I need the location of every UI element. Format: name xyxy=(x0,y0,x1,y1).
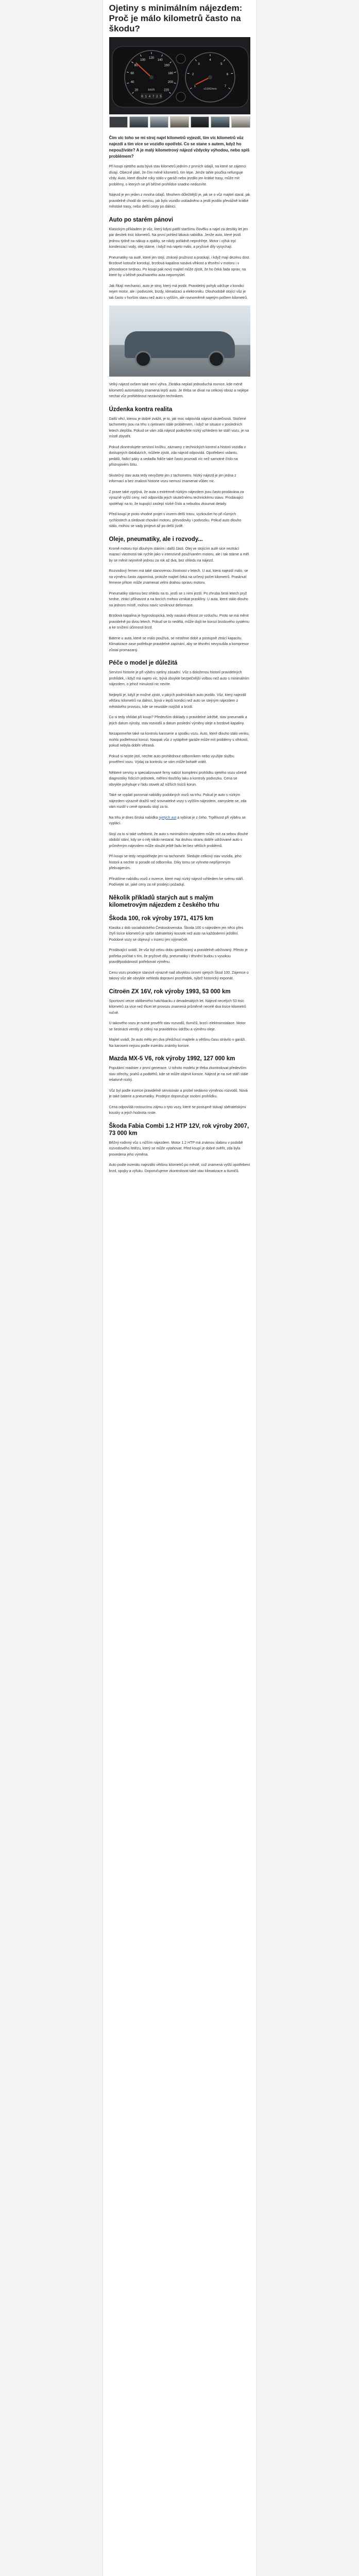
gallery-thumbnail[interactable] xyxy=(211,116,230,128)
paragraph: Klasickým příkladem je vůz, který kdysi patřil staršímu člověku a najel za desítky let jen pár desítek tisíc kilometrů. Na první pohled lákavá nabídka. Jenže auto, které jezdí jednou týdně na nákup a zpátky, se nikdy pořádně neprohřeje. Motor i výfuk trpí kondenzací vody, olej stárne, i když má najeto málo, a pryžové díly vysychají. xyxy=(109,227,248,249)
article-page xyxy=(102,0,257,2576)
paragraph: Některé servisy a specializované firmy nabízí kompletní prohlídku ojetého vozu včetně diagnostiky řídicích jednotek, měření tloušťky laku a kontroly podvozku. Cena se obvykle pohybuje v řádu stovek až nižších tisíců korun. xyxy=(109,771,247,787)
article-lead: Čím víc toho se mi stroj najel kilometrů vyjezdí, tím víc kilometrů vůz najezdí a tím více se vozidlo opotřebí. Co se stane s autem, když ho nepoužíváte? A je malý kilometrový nájezd vždycky výhodou, nebo spíš problémem? xyxy=(109,135,250,159)
paragraph: Z praxe také vyplývá, že auta s extrémně nízkým nájezdem jsou často prodávána za výrazně vyšší ceny, než odpovídá jejich skutečnému technickému stavu. Prodávající spoléhají na to, že kupující zaslepí nízké číslo a nebudou zkoumat detaily. xyxy=(109,490,244,506)
paragraph: Přinášíme nabídku vozů z inzerce, které mají nízký nájezd vzhledem ke svému stáří. Podívejte se, jaké ceny za ně prodejci požadují. xyxy=(109,877,244,887)
paragraph-text: a vybírat je z čeho. Trpělivost při výběru se vyplácí. xyxy=(109,816,246,825)
car-wheel xyxy=(135,351,151,367)
paragraph: Pokud si nejste jistí, nechte auto prohlédnout odborníkem nebo využijte službu prověření vozu. Výdaj za kontrolu se vám může bohatě vrátit. xyxy=(109,754,234,764)
rpm-tick-label: 7 xyxy=(224,85,226,88)
rpm-tick-label: 1 xyxy=(194,85,196,88)
paragraph: Prodávající uvádí, že vůz byl celou dobu garážovaný a pravidelně udržovaný. Přesto je potřeba počítat s tím, že pryžové díly, pneumatiky i těsnění budou s vysokou pravděpodobností potřebovat výměnu. xyxy=(109,948,248,964)
paragraph: Pokud zkontrolujete servisní knížku, záznamy z technických kontrol a historii vozidla v dostupných databázích, můžete zjistit, zda nájezd odpovídá. Opotřebení volantu, pedálů, řadicí páky a sedadla řidiče také často prozradí víc než samotné číslo na přístrojovém štítu. xyxy=(109,445,246,467)
paragraph: Co si tedy ohlídat při koupi? Především doklady o pravidelné údržbě, stav pneumatik a jejich datum výroby, stav rozvodů a datum poslední výměny oleje a brzdové kapaliny. xyxy=(109,716,247,725)
paragraph: Brzdová kapalina je hygroskopická, tedy nasává vlhkost ze vzduchu. Proto se má měnit pravidelně po dvou letech. Pokud se to nedělá, může dojít ke korozi brzdového systému a ke snížení účinnosti brzd. xyxy=(109,614,249,630)
speed-tick-label: 20 xyxy=(134,89,138,92)
section-heading: Auto po starém pánovi xyxy=(109,216,174,223)
gallery-thumbnail[interactable] xyxy=(109,116,128,128)
speed-tick-label: 100 xyxy=(140,58,145,62)
paragraph: Jak říkají mechanici, auto je stroj, který má jezdit. Pravidelný pohyb udržuje v kondici nejen motor, ale i podvozek, brzdy, klimatizaci a elektroniku. Dlouhodobě stojící vůz je tak často v horším stavu než auto s vyšším, ale rovnoměrně najetým počtem kilometrů. xyxy=(109,284,248,300)
paragraph: Při koupi ojetého auta bývá stav kilometrů jedním z prvních údajů, na které se zájemci dívají. Obecně platí, že čím méně kilometrů, tím lépe. Jenže tahle poučka nefunguje vždy. Auto, které dlouhé roky stálo v garáži nebo jezdilo jen krátké trasy, může mít problémy, o kterých se při běžné prohlídce snadno nedozvíte. xyxy=(109,165,246,187)
paragraph: Stojí za to si také uvědomit, že auto s minimálním nájezdem může mít za sebou dlouhé období stání, kdy se o něj nikdo nestaral. Na druhou stranu dobře udržované auto s průměrným nájezdem může sloužit ještě řadu let bez větších problémů. xyxy=(109,832,248,848)
gallery-thumbnail[interactable] xyxy=(150,116,169,128)
paragraph: Auto podle inzerátu najezdilo většinu kilometrů po městě, což znamená vyšší opotřebení brzd, spojky a výfuku. Doporučujeme zkontrolovat také stav klimatizace a tlumičů. xyxy=(109,1163,250,1173)
paragraph: Pneumatiky na autě, které jen stojí, ztrácejí pružnost a praskají, i když mají dezénu dost. Brzdové kotouče korodují, brzdová kapalina nasává vlhkost a těsnění v motoru i v převodovce tvrdnou. Po koupi pak nový majitel může zjistit, že ho čeká řada oprav, na které by u běžně používaného auta nepomyslel. xyxy=(109,256,250,277)
paragraph: Kromě motoru trpí dlouhým stáním i další části. Olej ve stojícím autě sice neztrácí mazací vlastnosti tak rychle jako v intenzivně používaném motoru, ale i tak stárne a měl by se měnit nejméně jednou za rok až dva, bez ohledu na nájezd. xyxy=(109,547,249,563)
rpm-tick-label: 6 xyxy=(226,73,228,77)
paragraph: Nejlepší je, když je možné zjistit, v jakých podmínkách auto jezdilo. Vůz, který najezdil většinu kilometrů na dálnici, bývá v lepší kondici než auto se stejným nájezdem z městského provozu, kde se neustále rozjíždí a brzdí. xyxy=(109,693,246,709)
instrument-cluster-illustration xyxy=(109,37,250,114)
paragraph: Rozvodový řemen má také stanovenou životnost v letech. U aut, která najezdí málo, se na výměnu často zapomíná, protože majitel čeká na určený počet kilometrů. Prasknutí řemene přitom může znamenat velmi drahou opravu motoru. xyxy=(109,569,248,585)
rpm-tick-label: 3 xyxy=(197,63,200,66)
paragraph: U takového vozu je nutné prověřit stav rozvodů, tlumičů, brzd i elektroinstalace. Motor se šestnácti ventily je citlivý na pravidelnou údržbu a výměnu oleje. xyxy=(109,1022,246,1031)
temperature-gauge xyxy=(176,92,185,101)
section-heading: Oleje, pneumatiky, ale i rozvody... xyxy=(109,536,203,543)
article-body xyxy=(109,164,250,1174)
paragraph: Nájezd je jen jeden z mnoha údajů. Mnohem důležitější je, jak se o vůz majitel staral, jak pravidelně chodil do servisu, jak bylo vozidlo uskladněno a jestli jezdilo převážně krátké městské trasy, nebo delší cesty po dálnici. xyxy=(109,193,250,209)
speed-tick-label: 200 xyxy=(167,81,173,84)
rpm-tick-label: 5 xyxy=(220,63,223,66)
gallery-thumbnail[interactable] xyxy=(191,116,210,128)
paragraph: Baterie u auta, které se málo používá, se nestihne dobít a postupně ztrácí kapacitu. Klimatizace zase potřebuje pravidelné zapínání, aby se těsnění nevysušila a kompresor zůstal promazaný. xyxy=(109,636,249,652)
speed-tick-label: 120 xyxy=(148,57,154,60)
gallery-thumbnail[interactable] xyxy=(129,116,148,128)
paragraph: Cena odpovídá rostoucímu zájmu o tyto vozy, které se postupně stávají sběratelskými kousky a jejich hodnota roste. xyxy=(109,1105,246,1115)
inline-link[interactable]: ojetých aut xyxy=(159,816,177,820)
rpm-tick-mark xyxy=(231,73,233,74)
odometer-readout: 0 1 4 7 2 5 xyxy=(141,95,162,98)
speed-tick-label: 160 xyxy=(164,64,169,67)
rpm-tick-label: 4 xyxy=(209,59,211,62)
gallery-thumbnail[interactable] xyxy=(170,116,189,128)
rpm-tick-mark xyxy=(187,73,189,74)
gallery-thumbnail[interactable] xyxy=(231,116,250,128)
paragraph: Při koupi se tedy nespoléhejte jen na tachometr. Sledujte celkový stav vozidla, jeho historii a nechte si poradit od odborníka. Díky tomu se vyhnete nepříjemným překvapením. xyxy=(109,855,242,870)
rpm-tick-label: 2 xyxy=(192,73,194,77)
paragraph-with-link xyxy=(109,815,250,827)
paragraph: Před koupí je proto vhodné projet s vozem delší trasu, vyzkoušet ho při různých rychlostech a sledovat chování motoru, převodovky i podvozku. Pokud auto dlouho stálo, mohou se vady projevit až po delší jízdě. xyxy=(109,513,242,528)
section-heading: Úzdenka kontra realita xyxy=(109,406,173,413)
car-heading: Škoda Fabia Combi 1.2 HTP 12V, rok výroby 2007, 73 000 km xyxy=(109,1123,249,1137)
section-heading: Několik příkladů starých aut s malým kilometrovým nájezdem z českého trhu xyxy=(109,894,219,908)
section-heading: Péče o model je důležitá xyxy=(109,660,178,666)
car-wheel xyxy=(208,351,225,367)
speed-tick-label: 220 xyxy=(163,89,169,92)
car-heading: Citroën ZX 16V, rok výroby 1993, 53 000 km xyxy=(109,988,231,995)
paragraph: Populární roadster z první generace. U tohoto modelu je třeba zkontrolovat především stav střechy, prahů a podběhů, kde se může objevit koroze. Nájezd je na své stáří stále relativně nízký. xyxy=(109,1066,248,1082)
tachometer-unit: x1000/min xyxy=(203,88,217,91)
paragraph: Velký nájezd ovšem také není výhra. Zkrátka neplatí jednoduchá rovnice, kde méně kilometrů automaticky znamená lepší auto. Je třeba se dívat na celkový obraz a nejlépe nechat vůz prohlédnout nezávislým technikem. xyxy=(109,383,249,398)
car-heading: Mazda MX-5 V6, rok výroby 1992, 127 000 km xyxy=(109,1056,235,1062)
paragraph: Skutečný stav auta tedy nevyčtete jen z tachometru. Nízký nájezd je jen jedna z informací a bez znalosti historie vozu nemusí znamenat vůbec nic. xyxy=(109,473,236,483)
paragraph: Servisní historie je při výběru ojetiny zásadní. Vůz s doloženou historií pravidelných prohlídek, i když má najeto víc, bývá obvykle bezpečnější volbou než auto s minimálním nájezdem, o jehož minulosti nic nevíte. xyxy=(109,671,249,686)
speedometer-unit: km/h xyxy=(147,89,155,92)
speed-tick-label: 180 xyxy=(167,72,173,76)
speed-tick-label: 60 xyxy=(130,72,134,76)
speed-tick-label: 140 xyxy=(157,58,163,62)
paragraph: Nezapomeňte také na kontrolu karoserie a spodku vozu. Auto, které dlouho stálo venku, mohlo podlehnout korozi. Naopak vůz z vytápěné garáže může mít problémy s vlhkostí, pokud nebyla dobře větraná. xyxy=(109,732,250,748)
hero-image-dashboard[interactable] xyxy=(109,37,250,114)
article-photo[interactable] xyxy=(109,306,250,377)
speed-tick-label: 80 xyxy=(134,64,138,67)
paragraph: Také se vyplatí porovnat nabídky podobných vozů na trhu. Pokud je auto s nízkým nájezdem výrazně dražší než srovnatelné vozy s vyšším nájezdem, zamyslete se, zda vám rozdíl v ceně opravdu stojí za to. xyxy=(109,793,247,809)
paragraph-text: Na trhu je dnes široká nabídka xyxy=(109,816,159,820)
article-title: Ojetiny s minimálním nájezdem: Proč je málo kilometrů často na škodu? xyxy=(109,3,243,33)
fuel-gauge xyxy=(176,54,185,63)
paragraph: Klasika z dob socialistického Československa. Škoda 100 s nájezdem jen něco přes čtyři tisíce kilometrů je spíše sběratelský kousek než auto na každodenní ježdění. Podobné vozy se objevují v inzerci jen výjimečně. xyxy=(109,926,244,942)
paragraph: Běžný rodinný vůz s nižším nájezdem. Motor 1.2 HTP má známou slabinu v podobě rozvodového řetězu, který se může vytahovat. Před koupí je dobré ověřit, zda byla provedena jeho výměna. xyxy=(109,1141,243,1157)
paragraph: Pneumatiky stárnou bez ohledu na to, jestli se s nimi jezdí. Po zhruba šesti letech pryž tvrdne, ztrácí přilnavost a na bocích mohou vznikat praskliny. U auta, které stálo dlouho na jednom místě, mohou navíc vzniknout deformace. xyxy=(109,591,248,607)
page-bottom-spacer xyxy=(109,1179,250,1194)
paragraph: Sportovní verze oblíbeného hatchbacku z devadesátých let. Nájezd necelých 53 tisíc kilometrů za více než třicet let provozu znamená průměrně necelé dva tisíce kilometrů ročně. xyxy=(109,999,246,1015)
paragraph: Další věcí, kterou je dobré zvážit, je to, jak moc odpovídá nájezd skutečnosti. Stočené tachometry jsou na trhu s ojetinami stále problémem, i když se situace v posledních letech zlepšila. Pokud se vám zdá nájezd podezřele nízký vzhledem ke stáří vozu, je na místě zbystřit. xyxy=(109,417,249,438)
speed-tick-label: 40 xyxy=(130,81,134,84)
paragraph: Majitel uvádí, že auto mělo jen dva předchozí majitele a většinu času strávilo v garáži. Na karoserii nejsou podle inzerátu známky koroze. xyxy=(109,1038,246,1048)
car-heading: Škoda 100, rok výroby 1971, 4175 km xyxy=(109,915,214,922)
paragraph: Cenu vozu prodejce stanovil výrazně nad obvyklou úrovní ojetých Škod 100. Zájemce o takový vůz ale obvykle nehledá dopravní prostředek, nýbrž historický exponát. xyxy=(109,971,249,980)
gallery-thumbnails xyxy=(109,116,250,128)
paragraph: Vůz byl podle inzerce pravidelně servisován a prošel nedávno výměnou rozvodů. Nová je také baterie a pneumatiky. Prodejce doporučuje osobní prohlídku. xyxy=(109,1089,248,1098)
